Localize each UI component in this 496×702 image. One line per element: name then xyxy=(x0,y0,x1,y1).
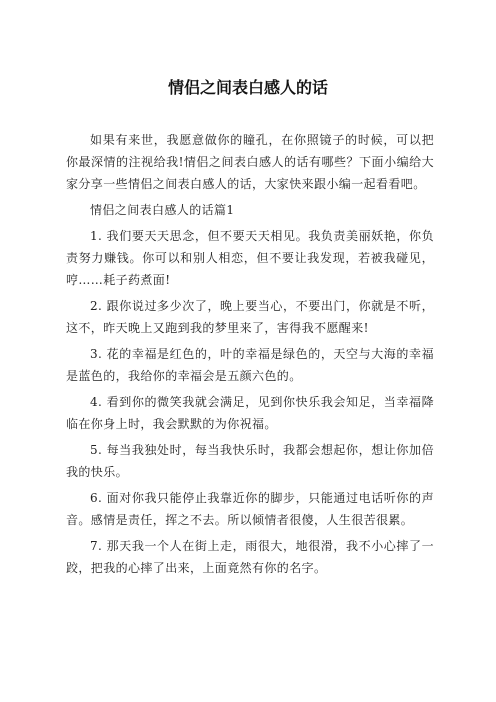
document-title: 情侣之间表白感人的话 xyxy=(167,78,328,97)
list-item: 3. 花的幸福是红色的，叶的幸福是绿色的，天空与大海的幸福是蓝色的，我给你的幸福会是五颜六色的。 xyxy=(66,347,434,383)
list-item: 7. 那天我一个人在街上走，雨很大，地很滑，我不小心摔了一跤，把我的心摔了出来，上面竟然有你的名字。 xyxy=(66,539,434,575)
list-item: 5. 每当我独处时，每当我快乐时，我都会想起你，想让你加倍我的快乐。 xyxy=(66,443,434,479)
section-heading: 情侣之间表白感人的话篇1 xyxy=(90,203,235,217)
list-item: 1. 我们要天天思念，但不要天天相见。我负责美丽妖艳，你负责努力赚钱。你可以和别人相恋，但不要让我发现，若被我碰见，哼……耗子药煮面! xyxy=(66,229,434,287)
list-item: 4. 看到你的微笑我就会满足，见到你快乐我会知足，当幸福降临在你身上时，我会默默的为你祝福。 xyxy=(66,395,434,431)
document-body xyxy=(66,129,434,583)
list-item: 6. 面对你我只能停止我靠近你的脚步，只能通过电话听你的声音。感情是责任，挥之不去。所以倾情者很傻，人生很苦很累。 xyxy=(66,491,434,527)
intro-paragraph: 如果有来世，我愿意做你的瞳孔，在你照镜子的时候，可以把你最深情的注视给我!情侣之间表白感人的话有哪些？下面小编给大家分享一些情侣之间表白感人的话，大家快来跟小编一起看看吧。 xyxy=(66,133,434,191)
list-item: 2. 跟你说过多少次了，晚上要当心，不要出门，你就是不听，这不，昨天晚上又跑到我的梦里来了，害得我不愿醒来! xyxy=(66,299,434,335)
